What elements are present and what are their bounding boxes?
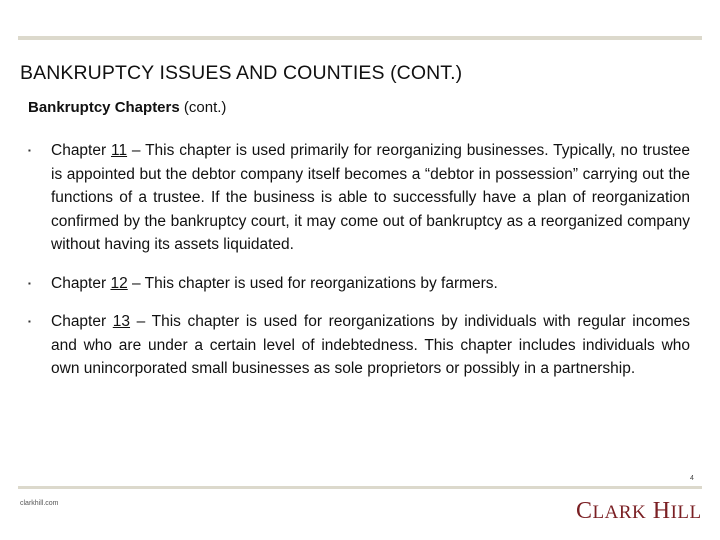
chapter-13-link[interactable]: 13 [112,313,131,330]
chapter-11-link[interactable]: 11 [110,142,128,159]
top-divider [18,36,702,40]
logo-h: H [652,498,671,524]
bullet-chapter-11 [28,139,690,257]
bullet-square-icon: ▪ [28,146,31,155]
bottom-divider [18,486,702,489]
chapter-prefix: Chapter [51,313,113,330]
page-number: 4 [690,475,694,482]
logo-c: C [576,498,593,524]
slide-title: BANKRUPTCY ISSUES AND COUNTIES (CONT.) [20,62,463,84]
chapter-prefix: Chapter [51,142,111,159]
chapter-13-description: – This chapter is used for reorganizations by individuals with regular incomes and who are under a certain level of indebtedness. This chapter includes individuals who own unincorporated small businesses as sole proprietors or possibly in a partnership. [51,313,690,377]
section-heading-bold: Bankruptcy Chapters [28,99,180,116]
bullet-chapter-12 [28,272,690,296]
chapter-12-link[interactable]: 12 [110,274,128,292]
section-heading-suffix: (cont.) [179,99,227,116]
logo-ill: ILL [670,502,702,523]
bullet-chapter-13 [28,310,690,381]
logo-lark: LARK [592,502,647,523]
chapter-prefix: Chapter [51,274,111,292]
section-heading [28,99,226,116]
chapter-12-description: – This chapter is used for reorganizations by farmers. [127,274,498,292]
bullet-square-icon: ▪ [28,317,31,326]
clark-hill-logo [576,498,702,525]
bullet-square-icon: ▪ [28,278,31,288]
chapter-bullet-list [28,139,690,381]
footer-url: clarkhill.com [20,500,59,507]
chapter-11-description: – This chapter is used primarily for reorganizing businesses. Typically, no trustee is appointed but the debtor company itself becomes a “debtor in possession” carrying out the functions of a trustee. If the business is able to successfully have a plan of reorganization confirmed by the bankruptcy court, it may come out of bankruptcy as a reorganized company without having its assets liquidated. [51,142,690,253]
